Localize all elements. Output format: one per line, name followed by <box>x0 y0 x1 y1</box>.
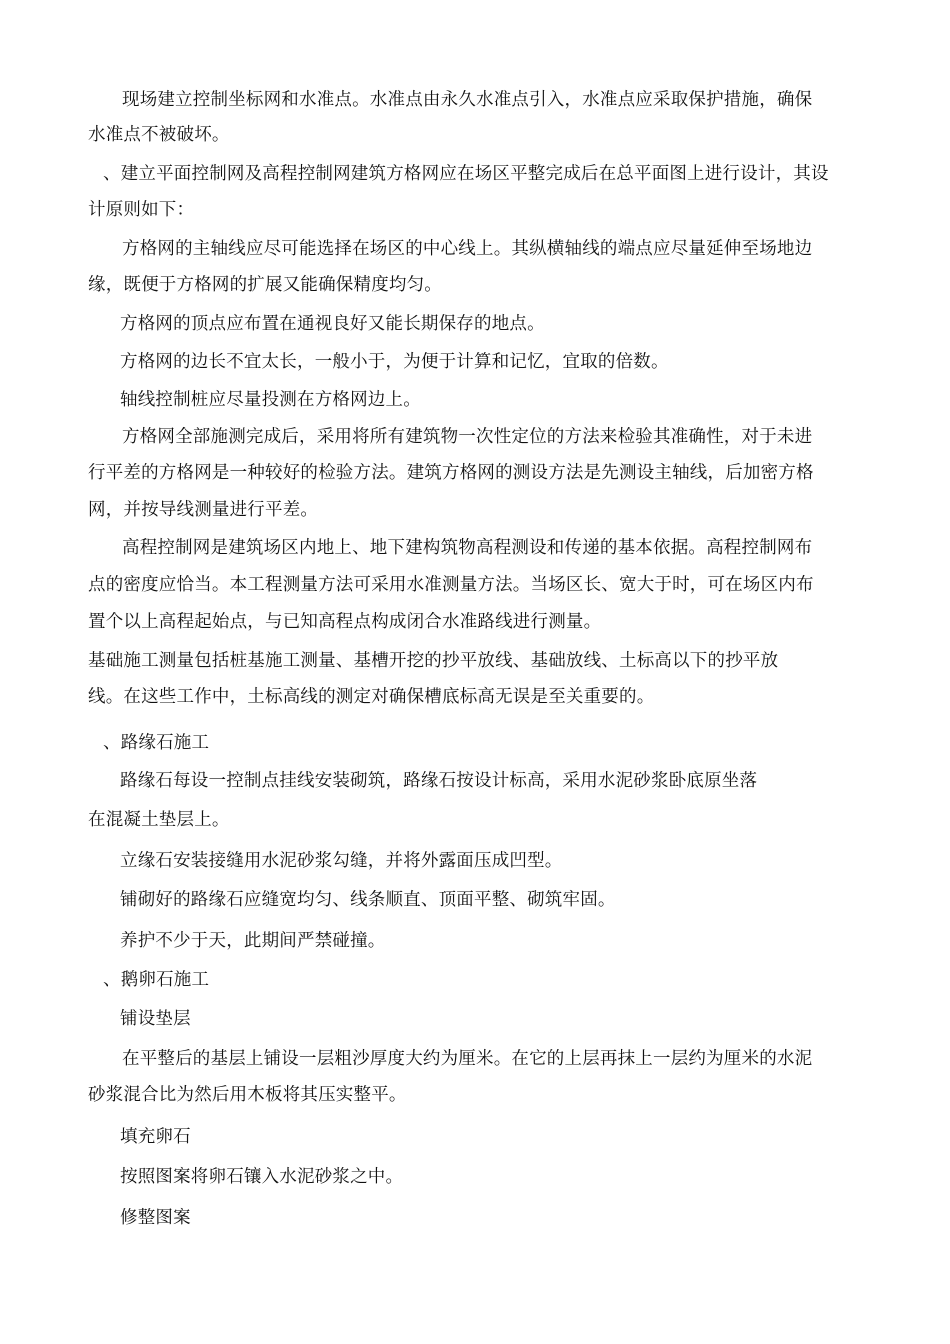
paragraph-line: 基础施工测量包括桩基施工测量、基槽开挖的抄平放线、基础放线、土标高以下的抄平放 <box>88 651 779 671</box>
paragraph-line: 线。在这些工作中，土标高线的测定对确保槽底标高无误是至关重要的。 <box>88 687 655 707</box>
paragraph-line: 在平整后的基层上铺设一层粗沙厚度大约为厘米。在它的上层再抹上一层约为厘米的水泥 <box>122 1049 813 1069</box>
subsection-heading: 铺设垫层 <box>120 1009 191 1029</box>
section-heading: 、建立平面控制网及高程控制网建筑方格网应在场区平整完成后在总平面图上进行设计，其设 <box>103 164 829 184</box>
paragraph-line: 在混凝土垫层上。 <box>88 810 230 830</box>
paragraph-line: 行平差的方格网是一种较好的检验方法。建筑方格网的测设方法是先测设主轴线，后加密方格 <box>88 463 814 483</box>
paragraph-line: 点的密度应恰当。本工程测量方法可采用水准测量方法。当场区长、宽大于时，可在场区内布 <box>88 575 814 595</box>
paragraph-line: 按照图案将卵石镶入水泥砂浆之中。 <box>120 1167 404 1187</box>
paragraph-line: 方格网的边长不宜太长，一般小于，为便于计算和记忆，宜取的倍数。 <box>120 352 669 372</box>
paragraph-line: 方格网的主轴线应尽可能选择在场区的中心线上。其纵横轴线的端点应尽量延伸至场地边 <box>122 239 813 259</box>
paragraph-line: 现场建立控制坐标网和水准点。水准点由永久水准点引入，水准点应采取保护措施，确保 <box>122 90 813 110</box>
paragraph-line: 网，并按导线测量进行平差。 <box>88 500 319 520</box>
subsection-heading: 修整图案 <box>120 1208 191 1228</box>
paragraph-line: 砂浆混合比为然后用木板将其压实整平。 <box>88 1085 407 1105</box>
paragraph-line: 方格网全部施测完成后，采用将所有建筑物一次性定位的方法来检验其准确性，对于未进 <box>122 427 813 447</box>
subsection-heading: 填充卵石 <box>120 1127 191 1147</box>
paragraph-line: 路缘石每设一控制点挂线安装砌筑，路缘石按设计标高，采用水泥砂浆卧底原坐落 <box>120 771 758 791</box>
paragraph-line: 轴线控制桩应尽量投测在方格网边上。 <box>120 390 421 410</box>
paragraph-line: 计原则如下： <box>88 200 195 220</box>
paragraph-line: 铺砌好的路缘石应缝宽均匀、线条顺直、顶面平整、砌筑牢固。 <box>120 890 616 910</box>
paragraph-line: 方格网的顶点应布置在通视良好又能长期保存的地点。 <box>120 314 545 334</box>
paragraph-line: 高程控制网是建筑场区内地上、地下建构筑物高程测设和传递的基本依据。高程控制网布 <box>122 538 813 558</box>
paragraph-line: 缘，既便于方格网的扩展又能确保精度均匀。 <box>88 275 442 295</box>
section-heading: 、路缘石施工 <box>103 733 210 753</box>
paragraph-line: 置个以上高程起始点，与已知高程点构成闭合水准路线进行测量。 <box>88 612 602 632</box>
paragraph-line: 养护不少于天，此期间严禁碰撞。 <box>120 931 386 951</box>
paragraph-line: 立缘石安装接缝用水泥砂浆勾缝，并将外露面压成凹型。 <box>120 851 563 871</box>
section-heading: 、鹅卵石施工 <box>103 970 210 990</box>
paragraph-line: 水准点不被破坏。 <box>88 125 230 145</box>
